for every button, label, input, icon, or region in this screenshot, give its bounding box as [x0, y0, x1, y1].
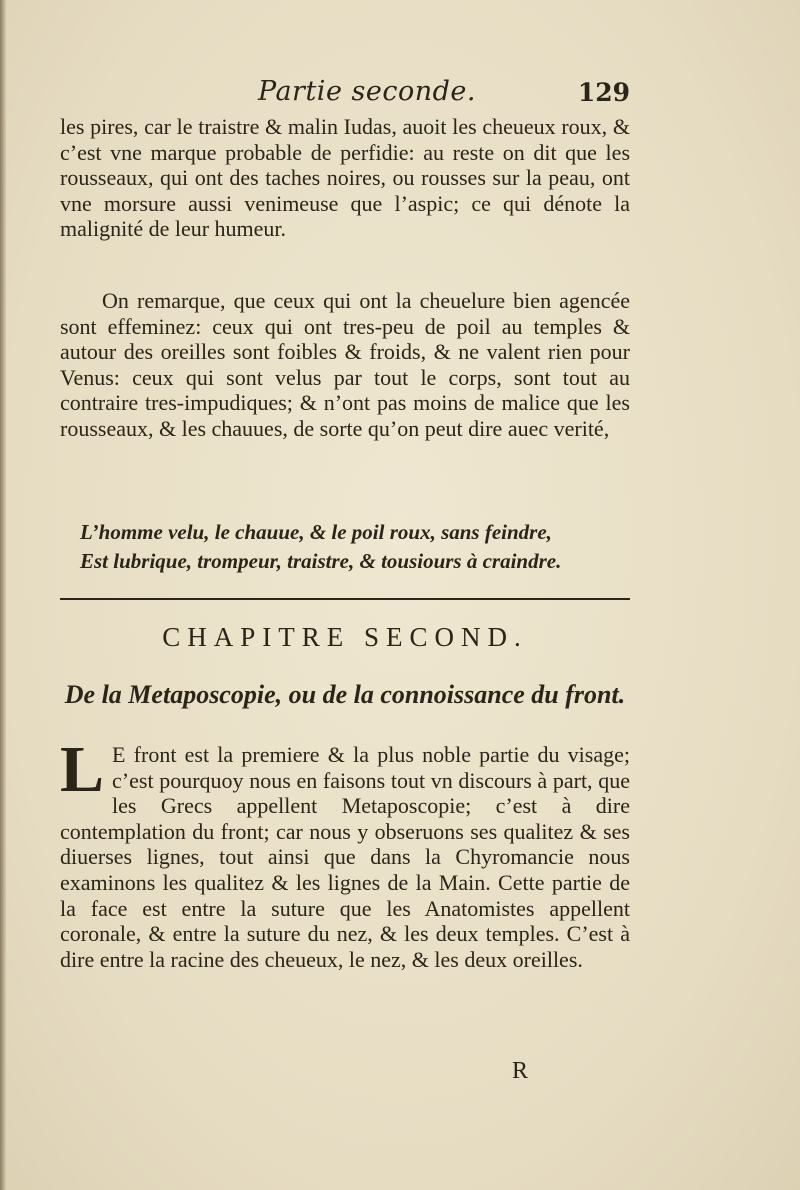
chapter-title: CHAPITRE SECOND. [162, 622, 528, 652]
section-divider [60, 598, 630, 600]
paragraph-front [60, 733, 630, 972]
signature-mark: R [512, 1058, 529, 1084]
page-number: 129 [577, 78, 630, 107]
page-header [60, 76, 630, 112]
verse-line-2: Est lubrique, trompeur, traistre, & tousiours à craindre. [80, 549, 562, 573]
page-spine-shadow [0, 0, 6, 1190]
paragraph-hair: On remarque, que ceux qui ont la cheuelure bien agencée sont effeminez: ceux qui ont tres-peu de poil au temples & autour des oreilles sont foibles & froids, & ne valent rien pour Venus: ceux qui sont velus par tout le corps, sont tout au contraire tres-impudiques; & n’ont pas moins de malice que les rousseaux, & les chauues, de sorte qu’on peut dire auec verité, [60, 288, 630, 441]
paragraph-continued: les pires, car le traistre & malin Iudas, auoit les cheueux roux, & c’est vne marque probable de perfidie: au reste on dit que les rousseaux, qui ont des taches noires, ou rousses sur la peau, ont vne morsure aussi venimeuse que l’aspic; ce qui dénote la malignité de leur humeur. [60, 114, 630, 241]
running-title: Partie seconde. [258, 76, 476, 107]
chapter-subtitle: De la Metaposcopie, ou de la connoissance du front. [64, 680, 626, 709]
drop-cap: L [60, 733, 105, 806]
verse-line-1: L’homme velu, le chauue, & le poil roux, sans feindre, [80, 520, 552, 544]
paragraph-front-text: E front est la premiere & la plus noble partie du visage; c’est pourquoy nous en faisons tout vn discours à part, que les Grecs appellent Metaposcopie; c’est à dire contemplation du front; car nous y obseruons ses qualitez & ses diuerses lignes, tout ainsi que dans la Chyromancie nous examinons les qualitez & les lignes de la Main. Cette partie de la face est entre la suture que les Anatomistes appellent coronale, & entre la suture du nez, & les deux temples. C’est à dire entre la racine des cheueux, le nez, & les deux oreilles. [60, 742, 630, 972]
verse-couplet [80, 518, 640, 576]
